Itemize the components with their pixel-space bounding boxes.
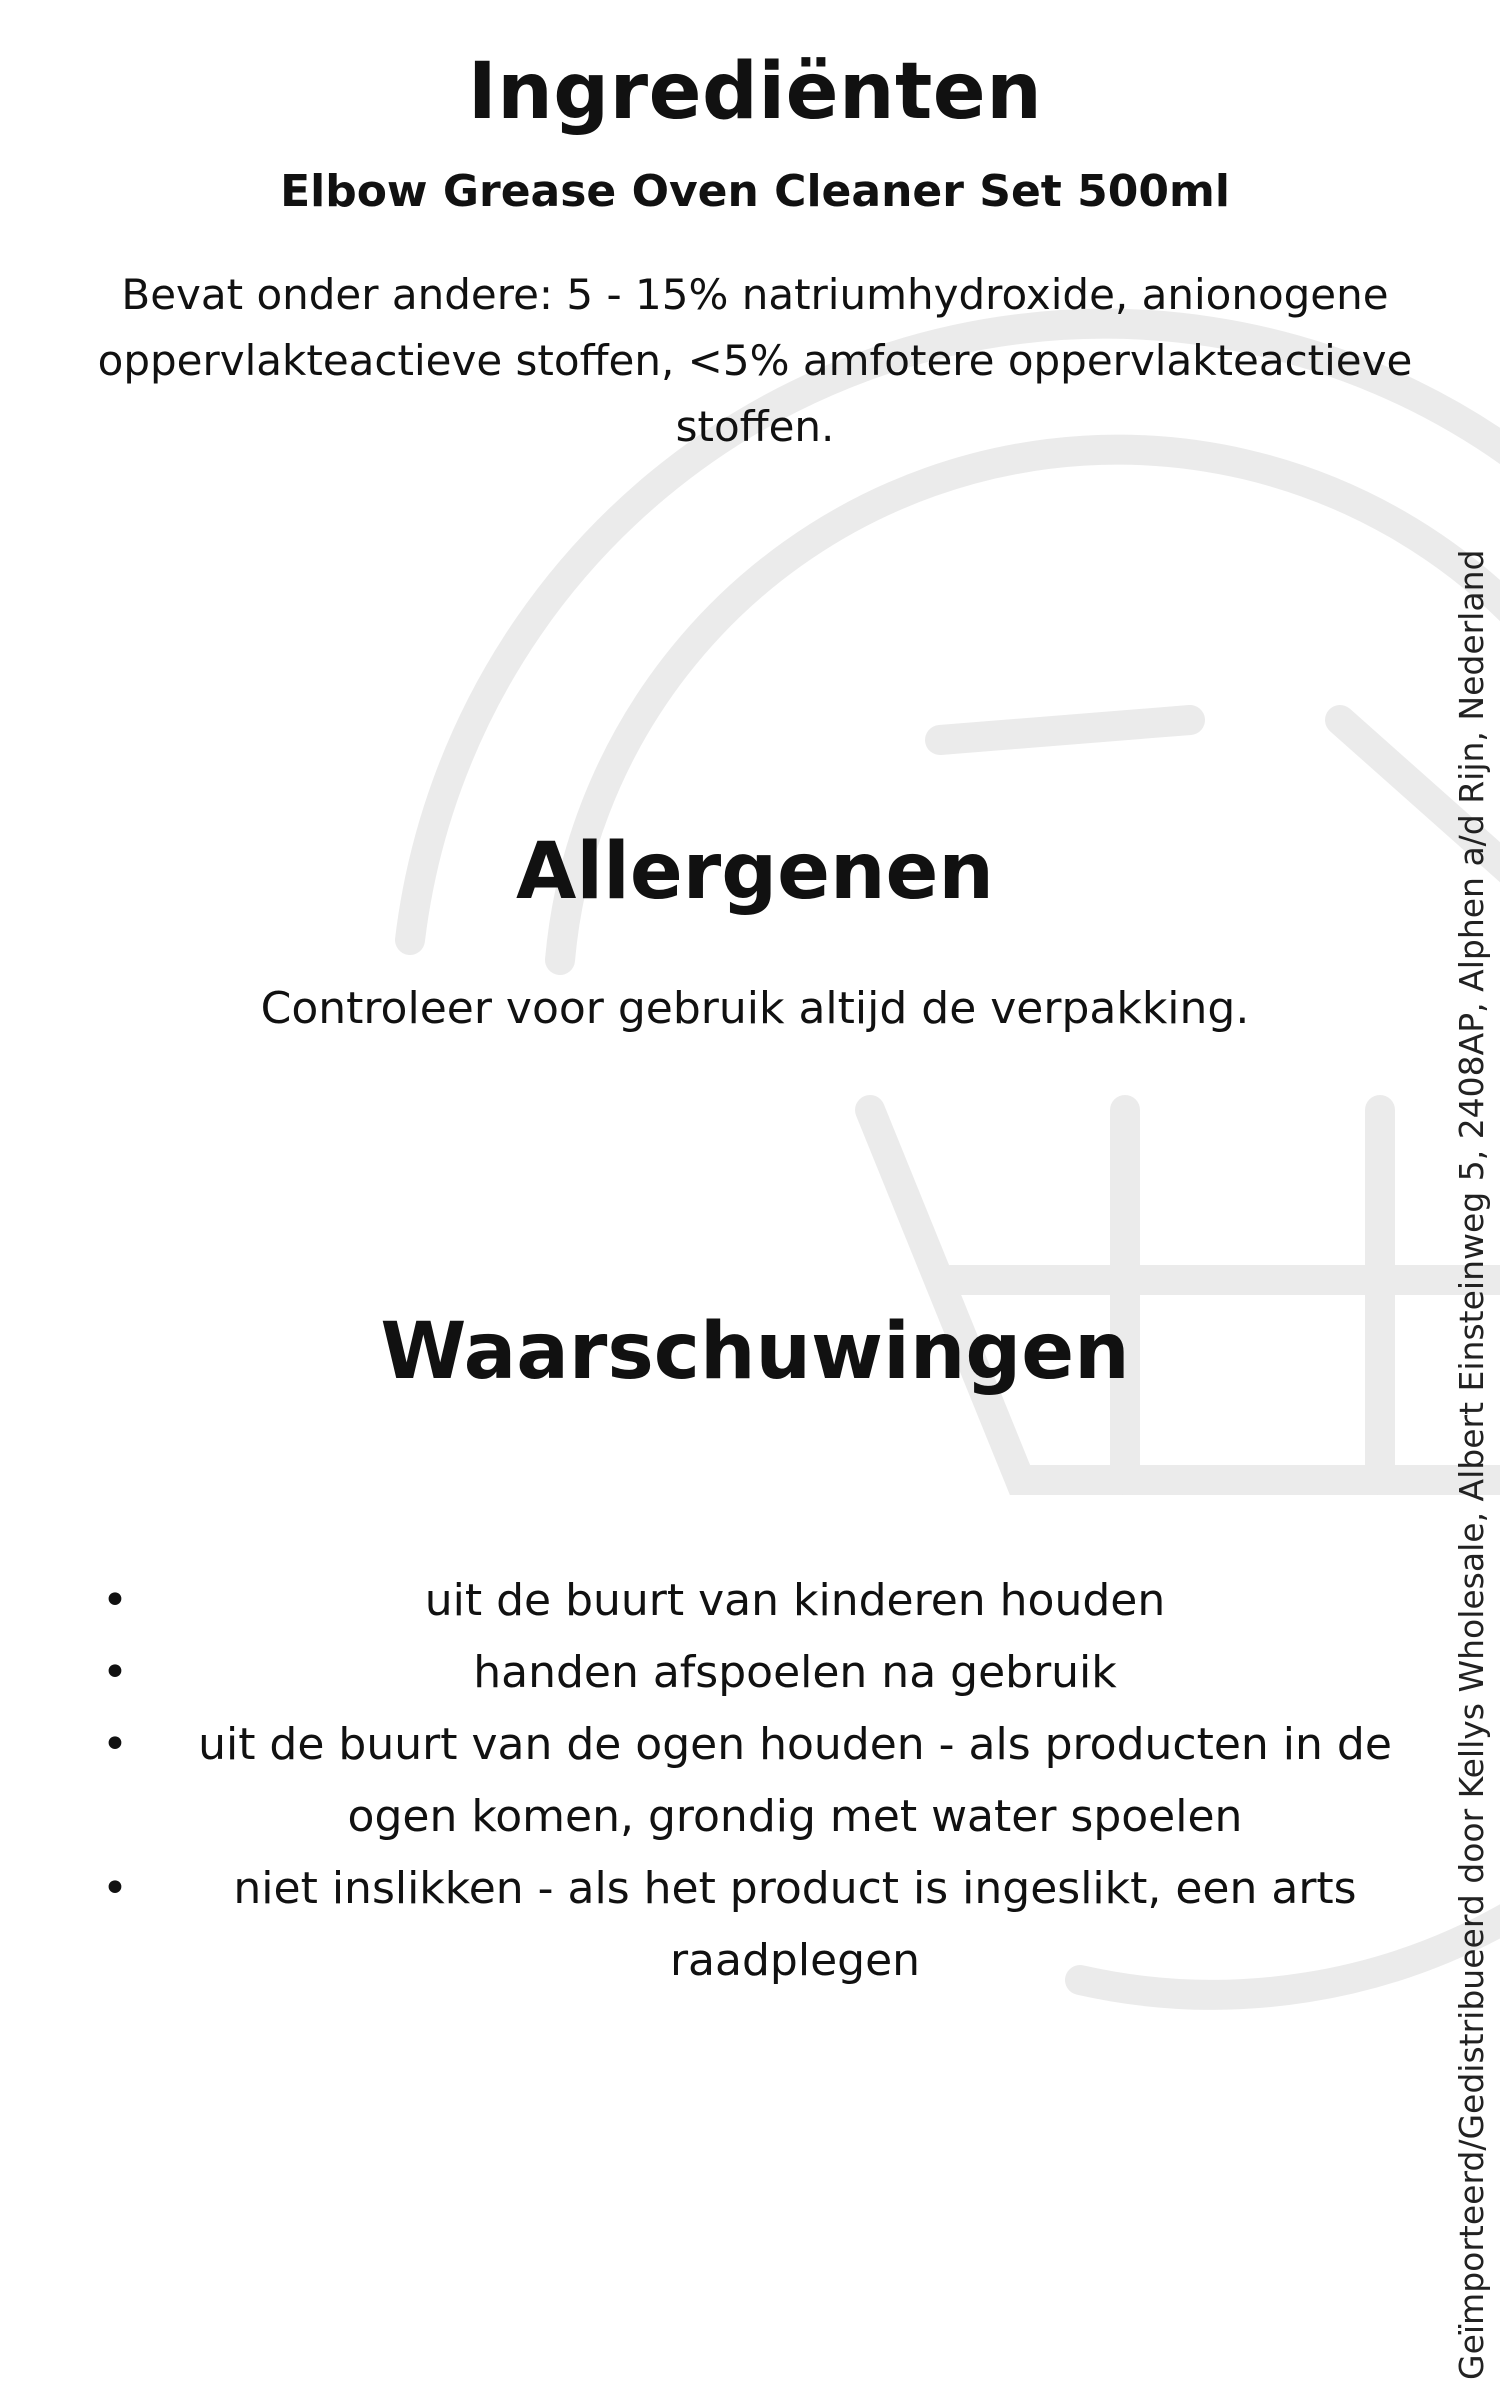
warnings-list (90, 1565, 1420, 1997)
ingredients-title: Ingrediënten (467, 47, 1043, 137)
bullet-icon: • (102, 1575, 128, 1626)
distributor-note: Geïmporteerd/Gedistribueerd door Kellys Wholesale, Albert Einsteinweg 5, 2408AP, Alphen a/d Rijn, Nederland (1452, 549, 1491, 2380)
bullet-icon: • (102, 1719, 128, 1770)
warning-text: uit de buurt van de ogen houden - als producten in de ogen komen, grondig met water spoelen (198, 1719, 1392, 1842)
ingredients-text: Bevat onder andere: 5 - 15% natriumhydroxide, anionogene oppervlakteactieve stoffen, <5% amfotere oppervlakteactieve stoffen. (97, 270, 1413, 451)
warnings-title: Waarschuwingen (380, 1307, 1130, 1397)
list-item (90, 1565, 1420, 1637)
bullet-icon: • (102, 1647, 128, 1698)
warning-text: uit de buurt van kinderen houden (424, 1575, 1166, 1626)
allergens-text: Controleer voor gebruik altijd de verpakking. (260, 983, 1250, 1034)
allergens-title: Allergenen (516, 827, 994, 917)
bullet-icon: • (102, 1863, 128, 1914)
list-item (90, 1709, 1420, 1853)
list-item (90, 1637, 1420, 1709)
warning-text: niet inslikken - als het product is ingeslikt, een arts raadplegen (233, 1863, 1357, 1986)
product-name: Elbow Grease Oven Cleaner Set 500ml (280, 166, 1230, 217)
warning-text: handen afspoelen na gebruik (473, 1647, 1117, 1698)
list-item (90, 1853, 1420, 1997)
